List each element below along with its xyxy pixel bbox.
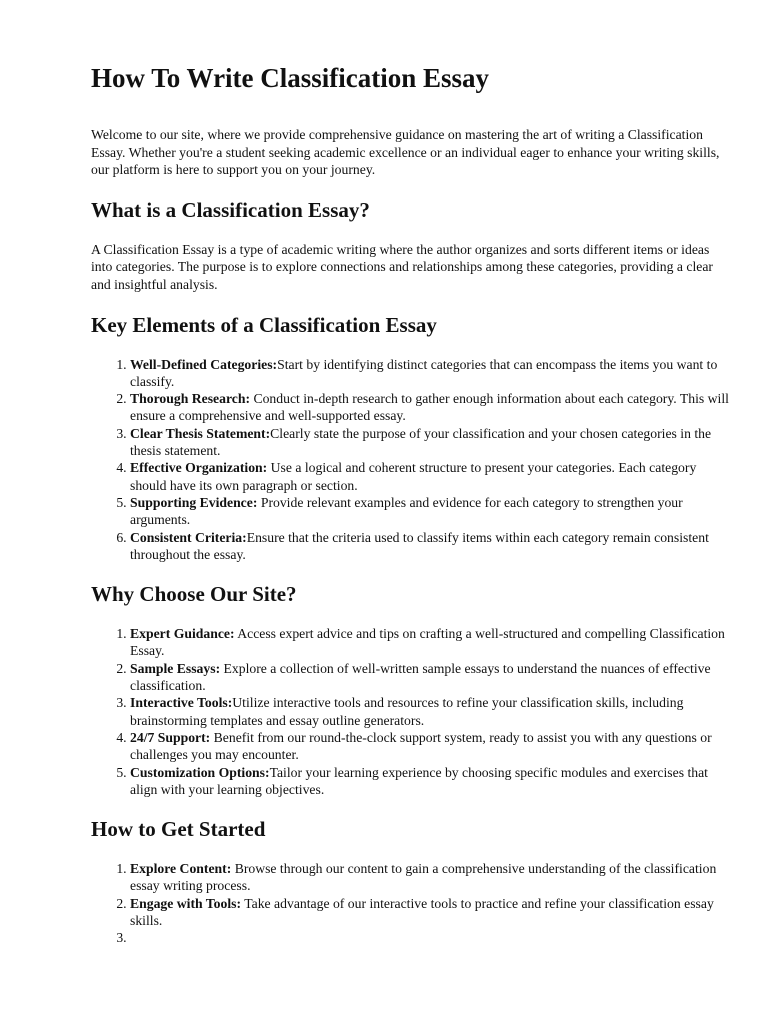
list-item-text: Take advantage of our interactive tools to practice and refine your classification essay skills.	[130, 895, 714, 928]
why-choose-list	[91, 625, 731, 798]
list-item-text: Conduct in-depth research to gather enough information about each category. This will ensure a comprehensive and well-supported essay.	[130, 391, 729, 424]
list-item-term: Engage with Tools:	[130, 895, 242, 911]
list-item-text: Start by identifying distinct categories that can encompass the items you want to classify.	[130, 356, 718, 389]
list-item-text: Use a logical and coherent structure to present your categories. Each category should have its own paragraph or section.	[130, 460, 697, 493]
list-item-text: Ensure that the criteria used to classify items within each category remain consistent throughout the essay.	[130, 529, 709, 562]
list-item-term: Effective Organization:	[130, 460, 268, 476]
page-title: How To Write Classification Essay	[91, 63, 490, 93]
list-item-term: Interactive Tools:	[130, 695, 233, 711]
intro-paragraph: Welcome to our site, where we provide comprehensive guidance on mastering the art of writing a Classification Essay. Whether you're a student seeking academic excellence or an individual eager to enhance your writing skills, our platform is here to support you on your journey.	[91, 127, 720, 178]
list-item-term: Explore Content:	[130, 861, 232, 877]
list-item	[130, 694, 731, 729]
list-item	[130, 660, 731, 695]
list-item-term: Supporting Evidence:	[130, 494, 258, 510]
list-item-text: Benefit from our round-the-clock support system, ready to assist you with any questions or challenges you may encounter.	[130, 729, 712, 763]
list-item-term: Consistent Criteria:	[130, 529, 247, 545]
list-item-text: Browse through our content to gain a comprehensive understanding of the classification essay writing process.	[130, 861, 717, 894]
list-item	[130, 529, 731, 564]
list-item	[130, 356, 731, 391]
document-page	[91, 58, 731, 964]
list-item-term: 24/7 Support:	[130, 729, 211, 745]
list-item	[130, 729, 731, 764]
list-item-term: Sample Essays:	[130, 660, 221, 676]
what-is-paragraph: A Classification Essay is a type of academic writing where the author organizes and sorts different items or ideas into categories. The purpose is to explore connections and relationships among these categories, providing a clear and insightful analysis.	[91, 241, 713, 292]
list-item-text: Explore a collection of well-written sample essays to understand the nuances of effective classification.	[130, 660, 711, 694]
list-item-text: Provide relevant examples and evidence for each category to strengthen your arguments.	[130, 494, 683, 528]
list-item	[130, 860, 731, 895]
list-item	[130, 895, 731, 930]
list-item	[130, 764, 731, 799]
list-item	[130, 494, 731, 529]
list-item-text: Tailor your learning experience by choosing specific modules and exercises that align with your learning objectives.	[130, 764, 708, 797]
list-item-term: Well-Defined Categories:	[130, 356, 278, 372]
section-heading-what-is: What is a Classification Essay?	[91, 197, 370, 222]
list-item-term: Expert Guidance:	[130, 626, 235, 642]
list-item	[130, 625, 731, 660]
list-item-text: Utilize interactive tools and resources to refine your classification skills, including brainstorming templates and essay outline generators.	[130, 695, 684, 728]
section-heading-why-choose: Why Choose Our Site?	[91, 582, 297, 607]
section-heading-key-elements: Key Elements of a Classification Essay	[91, 312, 437, 337]
list-item-term: Customization Options:	[130, 764, 270, 780]
list-item-term: Thorough Research:	[130, 391, 251, 407]
list-item-term: Clear Thesis Statement:	[130, 425, 271, 441]
section-heading-get-started: How to Get Started	[91, 817, 266, 842]
key-elements-list	[91, 356, 731, 564]
get-started-list	[91, 860, 731, 946]
list-item	[130, 929, 731, 946]
list-item-text: Clearly state the purpose of your classification and your chosen categories in the thesis statement.	[130, 425, 712, 459]
list-item	[130, 425, 731, 460]
list-item	[130, 459, 731, 494]
list-item-text: Access expert advice and tips on crafting a well-structured and compelling Classification Essay.	[130, 626, 725, 659]
list-item	[130, 390, 731, 425]
